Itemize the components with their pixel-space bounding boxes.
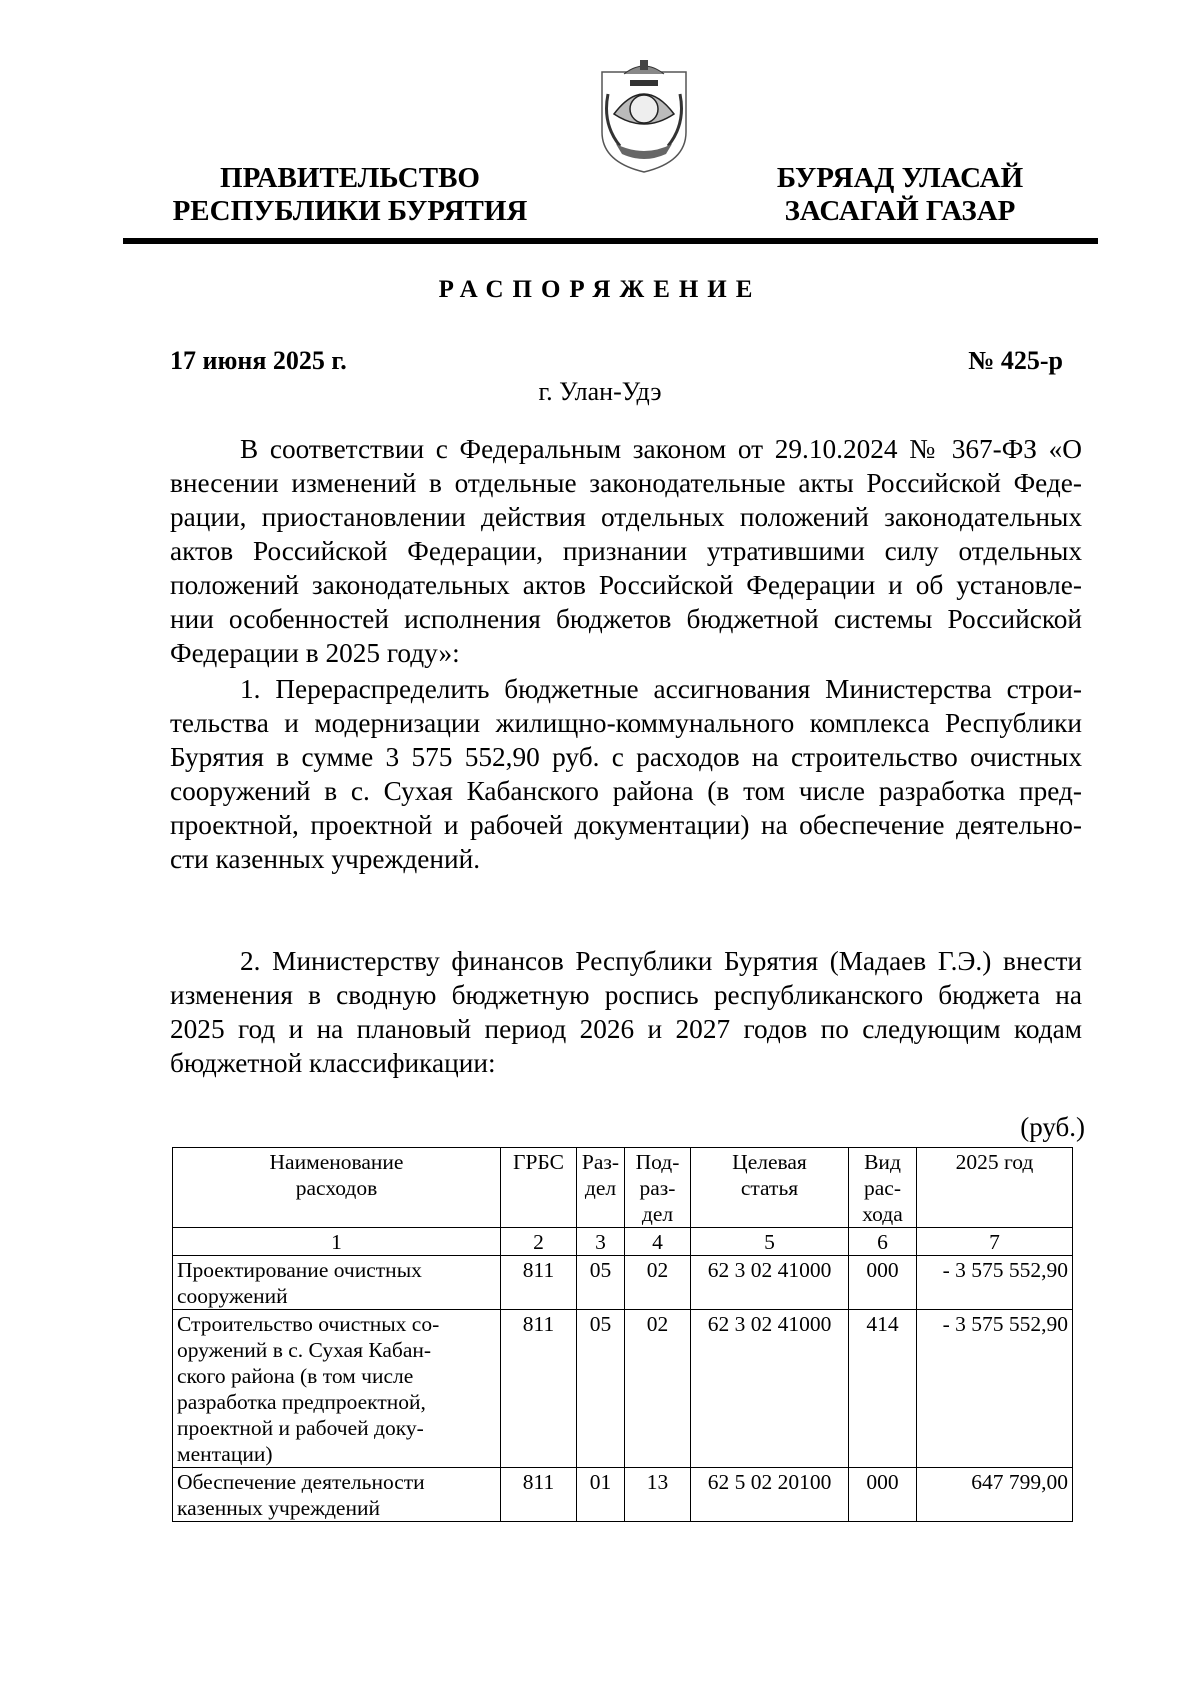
government-name-bua	[755, 162, 1045, 228]
header-year	[917, 1148, 1073, 1228]
row-podrazdel: 02	[625, 1256, 691, 1310]
row-grbs: 811	[501, 1310, 577, 1468]
table-header-row	[173, 1148, 1073, 1228]
row-razdel: 01	[577, 1468, 625, 1522]
government-name-bua-line1: БУРЯАД УЛАСАЙ	[776, 162, 1024, 194]
header-text: рас-	[864, 1176, 901, 1200]
item-1-line: тельства и модернизации жилищно-коммунального комплекса Республики	[170, 708, 1082, 738]
row-amount: 647 799,00	[917, 1468, 1073, 1522]
header-text: Целевая	[732, 1150, 807, 1174]
document-title: РАСПОРЯЖЕНИЕ	[438, 276, 762, 303]
row-name-line: ского района (в том числе	[177, 1364, 414, 1388]
document-city: г. Улан-Удэ	[538, 377, 662, 406]
item-1-line: Бурятия в сумме 3 575 552,90 руб. с расходов на строительство очистных	[170, 742, 1082, 772]
header-podrazdel	[625, 1148, 691, 1228]
row-name-line: разработка предпроектной,	[177, 1390, 426, 1414]
row-name	[173, 1256, 501, 1310]
header-text: 2025 год	[955, 1150, 1034, 1174]
row-name-line: проектной и рабочей доку-	[177, 1416, 424, 1440]
item-1-paragraph	[170, 672, 1082, 876]
row-podrazdel: 02	[625, 1310, 691, 1468]
item-1-line: проектной, проектной и рабочей документации) на обеспечение деятельно-	[170, 810, 1082, 840]
row-name-line: казенных учреждений	[177, 1496, 380, 1520]
header-text: Под-	[635, 1150, 680, 1174]
col-number: 5	[691, 1228, 849, 1256]
government-name-ru-line2: РЕСПУБЛИКИ БУРЯТИЯ	[172, 195, 528, 227]
header-text: Наименование	[269, 1150, 404, 1174]
table-row	[173, 1256, 1073, 1310]
item-2-line: бюджетной классификации:	[170, 1048, 496, 1078]
header-grbs	[501, 1148, 577, 1228]
header-name	[173, 1148, 501, 1228]
row-grbs: 811	[501, 1256, 577, 1310]
header-text: хода	[862, 1202, 903, 1226]
row-target: 62 3 02 41000	[691, 1256, 849, 1310]
government-name-bua-line2: ЗАСАГАЙ ГАЗАР	[784, 195, 1016, 227]
header-target	[691, 1148, 849, 1228]
coat-of-arms-icon	[594, 54, 694, 176]
item-2-line: изменения в сводную бюджетную роспись республиканского бюджета на	[170, 980, 1082, 1010]
item-1-line: сооружений в с. Сухая Кабанского района (в том числе разработка пред-	[170, 776, 1082, 806]
header-razdel	[577, 1148, 625, 1228]
header-text: ГРБС	[513, 1150, 564, 1174]
row-name-line: сооружений	[177, 1284, 288, 1308]
row-razdel: 05	[577, 1256, 625, 1310]
header-text: дел	[584, 1176, 617, 1200]
row-name-line: Проектирование очистных	[177, 1258, 422, 1282]
document-date: 17 июня 2025 г.	[170, 346, 347, 375]
government-name-ru	[170, 162, 530, 228]
row-name	[173, 1468, 501, 1522]
table-column-numbers-row	[173, 1228, 1073, 1256]
header-text: статья	[740, 1176, 799, 1200]
col-number: 2	[501, 1228, 577, 1256]
government-name-ru-line1: ПРАВИТЕЛЬСТВО	[220, 162, 480, 194]
preamble-line: рации, приостановлении действия отдельных положений законодательных	[170, 502, 1082, 532]
col-number: 1	[173, 1228, 501, 1256]
header-text: расходов	[295, 1176, 378, 1200]
row-grbs: 811	[501, 1468, 577, 1522]
preamble-line: В соответствии с Федеральным законом от 29.10.2024 № 367-ФЗ «О	[240, 434, 1082, 464]
item-2-line: 2. Министерству финансов Республики Бурятия (Мадаев Г.Э.) внести	[240, 946, 1082, 976]
header-vid	[849, 1148, 917, 1228]
row-name-line: Обеспечение деятельности	[177, 1470, 425, 1494]
preamble-line: актов Российской Федерации, признании утратившими силу отдельных	[170, 536, 1082, 566]
row-target: 62 3 02 41000	[691, 1310, 849, 1468]
preamble-line: внесении изменений в отдельные законодательные акты Российской Феде-	[170, 468, 1082, 498]
row-name-line: Строительство очистных со-	[177, 1312, 440, 1336]
row-amount: - 3 575 552,90	[917, 1310, 1073, 1468]
row-vid: 000	[849, 1468, 917, 1522]
header-text: Раз-	[581, 1150, 620, 1174]
item-1-line: сти казенных учреждений.	[170, 844, 481, 874]
preamble-paragraph	[170, 432, 1082, 670]
col-number: 6	[849, 1228, 917, 1256]
row-vid: 000	[849, 1256, 917, 1310]
preamble-line: Федерации в 2025 году»:	[170, 638, 460, 668]
header-divider	[123, 238, 1098, 244]
row-name	[173, 1310, 501, 1468]
header-text: Вид	[864, 1150, 901, 1174]
preamble-line: нии особенностей исполнения бюджетов бюджетной системы Российской	[170, 604, 1082, 634]
preamble-line: положений законодательных актов Российской Федерации и об установле-	[170, 570, 1082, 600]
row-amount: - 3 575 552,90	[917, 1256, 1073, 1310]
header-text: раз-	[639, 1176, 676, 1200]
row-target: 62 5 02 20100	[691, 1468, 849, 1522]
row-podrazdel: 13	[625, 1468, 691, 1522]
row-vid: 414	[849, 1310, 917, 1468]
row-name-line: оружений в с. Сухая Кабан-	[177, 1338, 432, 1362]
table-unit-label: (руб.)	[1020, 1112, 1085, 1142]
row-name-line: ментации)	[177, 1442, 273, 1466]
item-2-line: 2025 год и на плановый период 2026 и 2027 годов по следующим кодам	[170, 1014, 1082, 1044]
row-razdel: 05	[577, 1310, 625, 1468]
table-row	[173, 1468, 1073, 1522]
header-text: дел	[641, 1202, 674, 1226]
item-1-line: 1. Перераспределить бюджетные ассигнования Министерства строи-	[240, 674, 1082, 704]
table-row	[173, 1310, 1073, 1468]
item-2-paragraph	[170, 944, 1082, 1080]
document-number: № 425-р	[968, 346, 1063, 375]
col-number: 7	[917, 1228, 1073, 1256]
col-number: 4	[625, 1228, 691, 1256]
col-number: 3	[577, 1228, 625, 1256]
budget-table	[172, 1147, 1073, 1522]
